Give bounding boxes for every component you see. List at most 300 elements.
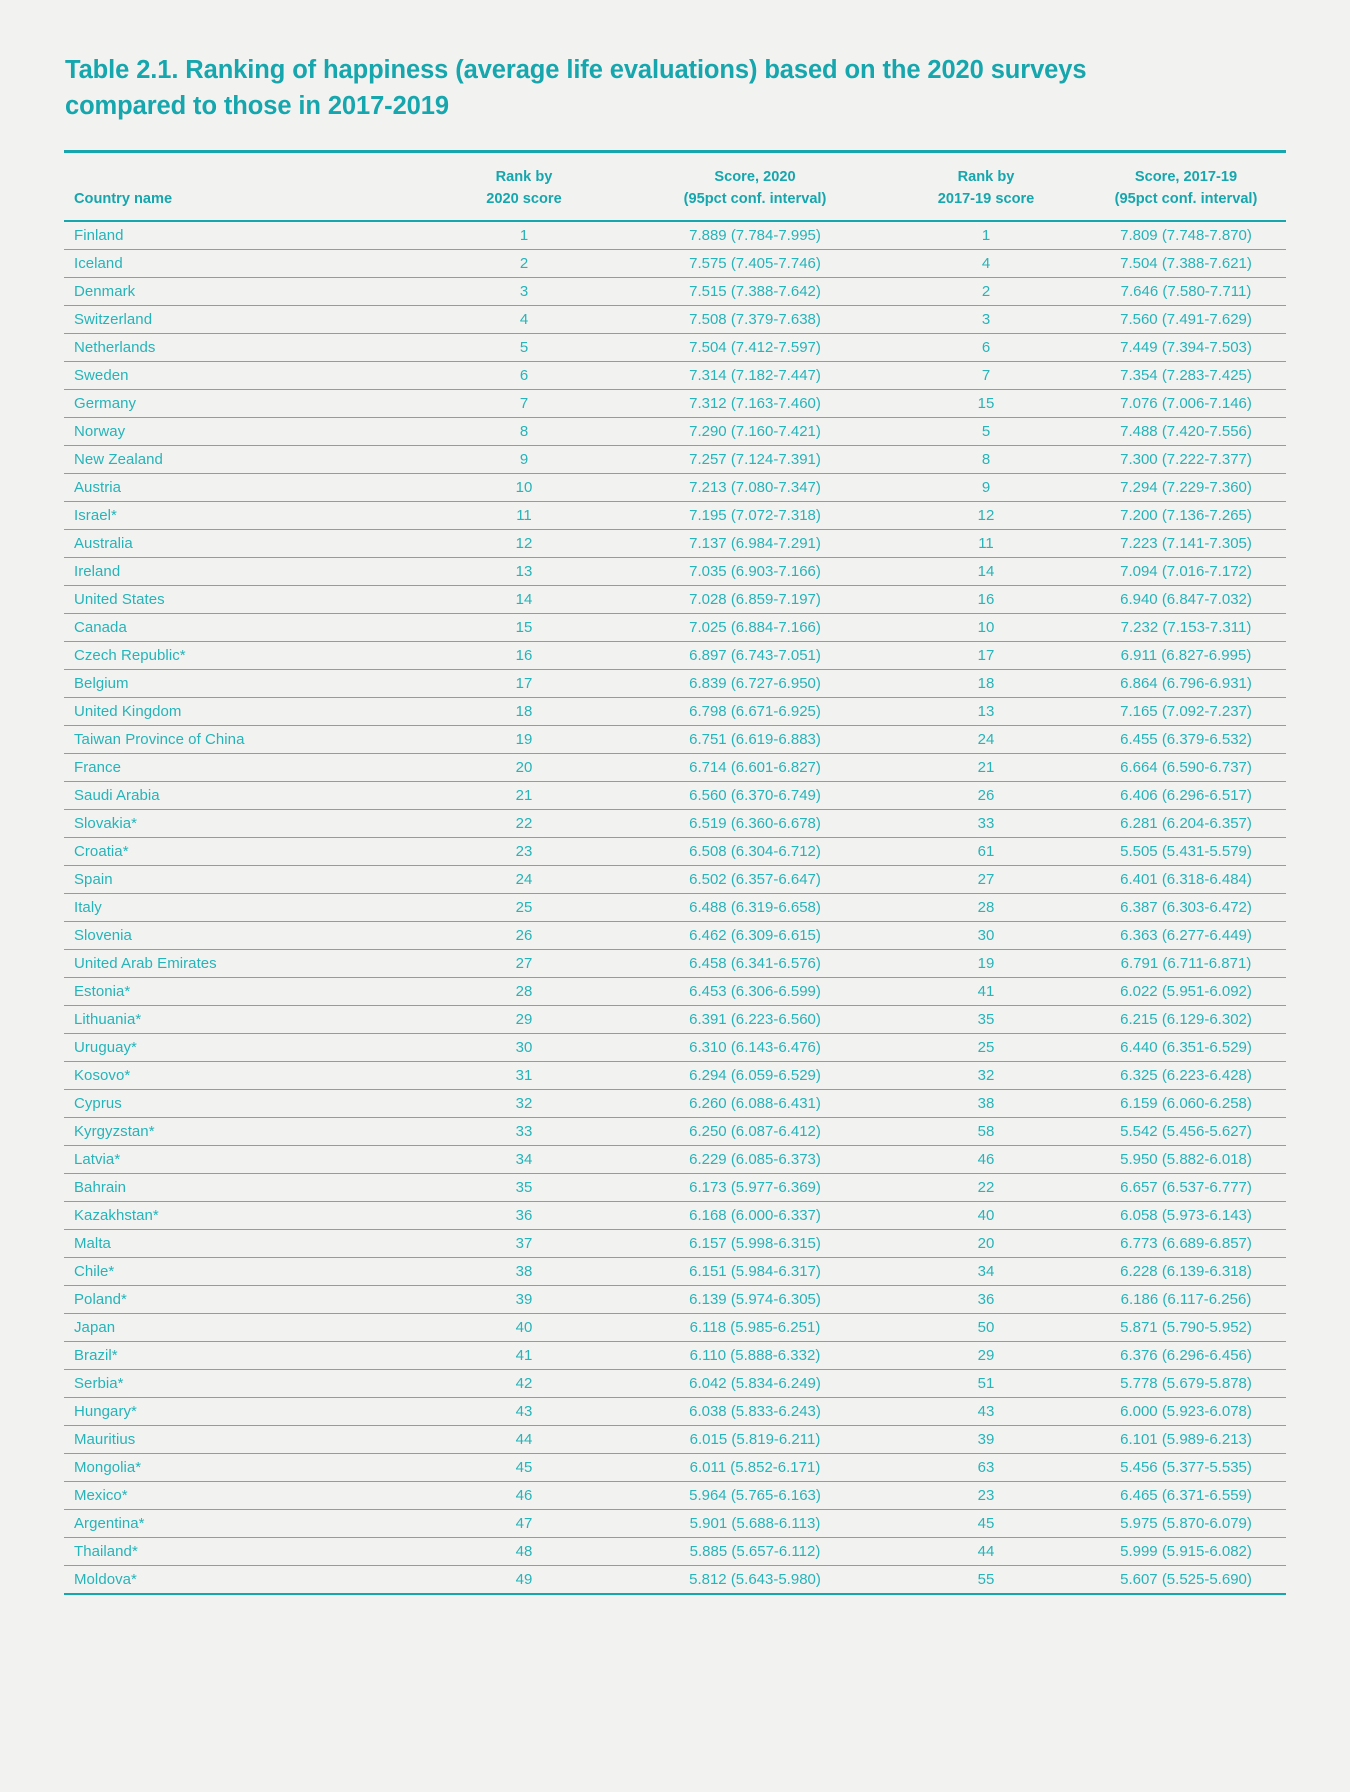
cell-score-2020: 7.575 (7.405-7.746) — [624, 249, 886, 277]
cell-score-2017-19: 6.465 (6.371-6.559) — [1086, 1481, 1286, 1509]
cell-score-2017-19: 6.058 (5.973-6.143) — [1086, 1201, 1286, 1229]
cell-rank-2017-19: 38 — [886, 1089, 1086, 1117]
cell-rank-2017-19: 10 — [886, 613, 1086, 641]
table-row — [64, 529, 1286, 557]
table-row — [64, 1397, 1286, 1425]
cell-country: Taiwan Province of China — [64, 725, 424, 753]
cell-score-2017-19: 5.975 (5.870-6.079) — [1086, 1509, 1286, 1537]
table-row — [64, 949, 1286, 977]
table-row — [64, 809, 1286, 837]
cell-score-2017-19: 7.232 (7.153-7.311) — [1086, 613, 1286, 641]
cell-score-2020: 6.157 (5.998-6.315) — [624, 1229, 886, 1257]
cell-score-2017-19: 6.864 (6.796-6.931) — [1086, 669, 1286, 697]
table-row — [64, 1117, 1286, 1145]
cell-rank-2020: 44 — [424, 1425, 624, 1453]
table-row — [64, 1481, 1286, 1509]
table-row — [64, 1173, 1286, 1201]
cell-score-2017-19: 6.387 (6.303-6.472) — [1086, 893, 1286, 921]
table-row — [64, 1341, 1286, 1369]
cell-rank-2020: 11 — [424, 501, 624, 529]
cell-country: France — [64, 753, 424, 781]
cell-rank-2017-19: 63 — [886, 1453, 1086, 1481]
cell-country: Slovakia* — [64, 809, 424, 837]
table-row — [64, 277, 1286, 305]
cell-score-2020: 6.391 (6.223-6.560) — [624, 1005, 886, 1033]
cell-rank-2020: 1 — [424, 221, 624, 250]
cell-score-2020: 7.137 (6.984-7.291) — [624, 529, 886, 557]
cell-rank-2020: 23 — [424, 837, 624, 865]
cell-score-2020: 6.038 (5.833-6.243) — [624, 1397, 886, 1425]
table-row — [64, 249, 1286, 277]
table-row — [64, 473, 1286, 501]
cell-rank-2017-19: 28 — [886, 893, 1086, 921]
table-row — [64, 1565, 1286, 1594]
cell-rank-2020: 16 — [424, 641, 624, 669]
cell-rank-2017-19: 41 — [886, 977, 1086, 1005]
cell-score-2017-19: 6.159 (6.060-6.258) — [1086, 1089, 1286, 1117]
table-row — [64, 1229, 1286, 1257]
cell-score-2020: 6.139 (5.974-6.305) — [624, 1285, 886, 1313]
table-row — [64, 333, 1286, 361]
cell-rank-2020: 19 — [424, 725, 624, 753]
cell-rank-2017-19: 55 — [886, 1565, 1086, 1594]
cell-rank-2020: 3 — [424, 277, 624, 305]
cell-score-2017-19: 5.505 (5.431-5.579) — [1086, 837, 1286, 865]
cell-rank-2020: 35 — [424, 1173, 624, 1201]
cell-rank-2020: 5 — [424, 333, 624, 361]
cell-score-2017-19: 5.456 (5.377-5.535) — [1086, 1453, 1286, 1481]
cell-country: Lithuania* — [64, 1005, 424, 1033]
cell-country: Moldova* — [64, 1565, 424, 1594]
cell-rank-2017-19: 32 — [886, 1061, 1086, 1089]
table-row — [64, 221, 1286, 250]
table-row — [64, 1425, 1286, 1453]
cell-score-2020: 6.011 (5.852-6.171) — [624, 1453, 886, 1481]
cell-score-2020: 6.508 (6.304-6.712) — [624, 837, 886, 865]
column-header-score-2017-19-line1: Score, 2017-19 — [1134, 169, 1238, 186]
cell-rank-2020: 33 — [424, 1117, 624, 1145]
cell-score-2020: 6.798 (6.671-6.925) — [624, 697, 886, 725]
cell-country: Argentina* — [64, 1509, 424, 1537]
cell-score-2017-19: 6.101 (5.989-6.213) — [1086, 1425, 1286, 1453]
cell-country: Norway — [64, 417, 424, 445]
cell-country: Serbia* — [64, 1369, 424, 1397]
cell-score-2017-19: 7.294 (7.229-7.360) — [1086, 473, 1286, 501]
cell-rank-2020: 30 — [424, 1033, 624, 1061]
cell-country: Spain — [64, 865, 424, 893]
cell-score-2017-19: 6.228 (6.139-6.318) — [1086, 1257, 1286, 1285]
cell-country: Bahrain — [64, 1173, 424, 1201]
cell-rank-2020: 24 — [424, 865, 624, 893]
cell-rank-2020: 6 — [424, 361, 624, 389]
cell-score-2020: 6.015 (5.819-6.211) — [624, 1425, 886, 1453]
cell-rank-2017-19: 17 — [886, 641, 1086, 669]
cell-rank-2020: 12 — [424, 529, 624, 557]
table-header-row — [64, 152, 1286, 221]
cell-rank-2017-19: 40 — [886, 1201, 1086, 1229]
cell-rank-2020: 9 — [424, 445, 624, 473]
cell-score-2017-19: 7.488 (7.420-7.556) — [1086, 417, 1286, 445]
cell-score-2017-19: 6.406 (6.296-6.517) — [1086, 781, 1286, 809]
table-row — [64, 837, 1286, 865]
cell-score-2017-19: 6.022 (5.951-6.092) — [1086, 977, 1286, 1005]
table-header — [64, 152, 1286, 221]
cell-rank-2020: 4 — [424, 305, 624, 333]
cell-score-2020: 6.458 (6.341-6.576) — [624, 949, 886, 977]
cell-rank-2017-19: 25 — [886, 1033, 1086, 1061]
cell-rank-2020: 28 — [424, 977, 624, 1005]
cell-country: Mexico* — [64, 1481, 424, 1509]
table-row — [64, 865, 1286, 893]
cell-rank-2020: 22 — [424, 809, 624, 837]
cell-rank-2020: 36 — [424, 1201, 624, 1229]
table-row — [64, 977, 1286, 1005]
cell-score-2020: 6.751 (6.619-6.883) — [624, 725, 886, 753]
cell-score-2017-19: 7.809 (7.748-7.870) — [1086, 221, 1286, 250]
cell-score-2020: 6.294 (6.059-6.529) — [624, 1061, 886, 1089]
cell-rank-2020: 46 — [424, 1481, 624, 1509]
cell-country: Iceland — [64, 249, 424, 277]
cell-score-2017-19: 5.542 (5.456-5.627) — [1086, 1117, 1286, 1145]
cell-country: Latvia* — [64, 1145, 424, 1173]
cell-rank-2017-19: 18 — [886, 669, 1086, 697]
cell-rank-2020: 8 — [424, 417, 624, 445]
table-row — [64, 669, 1286, 697]
cell-score-2020: 7.195 (7.072-7.318) — [624, 501, 886, 529]
cell-score-2017-19: 7.560 (7.491-7.629) — [1086, 305, 1286, 333]
cell-score-2020: 7.504 (7.412-7.597) — [624, 333, 886, 361]
table-row — [64, 1061, 1286, 1089]
table-row — [64, 1257, 1286, 1285]
column-header-rank-2017-19-line2: 2017-19 score — [937, 191, 1035, 207]
table-row — [64, 445, 1286, 473]
cell-score-2020: 6.310 (6.143-6.476) — [624, 1033, 886, 1061]
cell-rank-2017-19: 6 — [886, 333, 1086, 361]
cell-rank-2017-19: 1 — [886, 221, 1086, 250]
cell-score-2017-19: 5.999 (5.915-6.082) — [1086, 1537, 1286, 1565]
cell-score-2020: 6.488 (6.319-6.658) — [624, 893, 886, 921]
page-title: Table 2.1. Ranking of happiness (average life evaluations) based on the 2020 surveys compared to those in 2017-2019 — [65, 56, 1087, 121]
cell-score-2017-19: 6.376 (6.296-6.456) — [1086, 1341, 1286, 1369]
column-header-rank-2020-line2: 2020 score — [486, 191, 562, 207]
cell-country: Australia — [64, 529, 424, 557]
cell-country: Czech Republic* — [64, 641, 424, 669]
cell-score-2020: 6.462 (6.309-6.615) — [624, 921, 886, 949]
cell-score-2017-19: 7.449 (7.394-7.503) — [1086, 333, 1286, 361]
cell-score-2020: 6.118 (5.985-6.251) — [624, 1313, 886, 1341]
column-header-rank-2017-19 — [886, 152, 1086, 221]
cell-rank-2020: 42 — [424, 1369, 624, 1397]
cell-score-2017-19: 7.504 (7.388-7.621) — [1086, 249, 1286, 277]
happiness-ranking-table — [64, 150, 1286, 1594]
cell-country: Japan — [64, 1313, 424, 1341]
cell-score-2017-19: 6.186 (6.117-6.256) — [1086, 1285, 1286, 1313]
cell-score-2020: 5.964 (5.765-6.163) — [624, 1481, 886, 1509]
cell-rank-2017-19: 13 — [886, 697, 1086, 725]
cell-rank-2020: 45 — [424, 1453, 624, 1481]
table-row — [64, 1369, 1286, 1397]
cell-rank-2017-19: 61 — [886, 837, 1086, 865]
cell-score-2017-19: 6.657 (6.537-6.777) — [1086, 1173, 1286, 1201]
cell-rank-2020: 40 — [424, 1313, 624, 1341]
table-body — [64, 221, 1286, 1594]
cell-score-2020: 6.229 (6.085-6.373) — [624, 1145, 886, 1173]
cell-rank-2020: 14 — [424, 585, 624, 613]
cell-country: Kyrgyzstan* — [64, 1117, 424, 1145]
cell-score-2017-19: 6.940 (6.847-7.032) — [1086, 585, 1286, 613]
table-row — [64, 781, 1286, 809]
cell-score-2020: 5.812 (5.643-5.980) — [624, 1565, 886, 1594]
cell-score-2020: 7.213 (7.080-7.347) — [624, 473, 886, 501]
cell-rank-2017-19: 16 — [886, 585, 1086, 613]
cell-score-2017-19: 5.871 (5.790-5.952) — [1086, 1313, 1286, 1341]
cell-rank-2020: 34 — [424, 1145, 624, 1173]
table-row — [64, 1005, 1286, 1033]
table-row — [64, 697, 1286, 725]
cell-score-2020: 6.110 (5.888-6.332) — [624, 1341, 886, 1369]
cell-rank-2020: 43 — [424, 1397, 624, 1425]
cell-rank-2017-19: 26 — [886, 781, 1086, 809]
cell-score-2017-19: 7.165 (7.092-7.237) — [1086, 697, 1286, 725]
cell-score-2020: 6.839 (6.727-6.950) — [624, 669, 886, 697]
cell-rank-2017-19: 12 — [886, 501, 1086, 529]
table-row — [64, 1033, 1286, 1061]
cell-score-2017-19: 6.791 (6.711-6.871) — [1086, 949, 1286, 977]
cell-score-2017-19: 6.215 (6.129-6.302) — [1086, 1005, 1286, 1033]
cell-rank-2017-19: 58 — [886, 1117, 1086, 1145]
cell-score-2017-19: 7.094 (7.016-7.172) — [1086, 557, 1286, 585]
cell-score-2020: 7.314 (7.182-7.447) — [624, 361, 886, 389]
cell-score-2020: 7.889 (7.784-7.995) — [624, 221, 886, 250]
table-row — [64, 1089, 1286, 1117]
column-header-score-2020-line1: Score, 2020 — [714, 169, 796, 186]
cell-country: Croatia* — [64, 837, 424, 865]
cell-rank-2020: 21 — [424, 781, 624, 809]
cell-country: Hungary* — [64, 1397, 424, 1425]
table-row — [64, 1509, 1286, 1537]
cell-score-2020: 7.028 (6.859-7.197) — [624, 585, 886, 613]
table-row — [64, 1285, 1286, 1313]
table-row — [64, 641, 1286, 669]
cell-country: Poland* — [64, 1285, 424, 1313]
cell-score-2020: 7.312 (7.163-7.460) — [624, 389, 886, 417]
cell-rank-2017-19: 46 — [886, 1145, 1086, 1173]
cell-score-2020: 6.173 (5.977-6.369) — [624, 1173, 886, 1201]
cell-country: Kazakhstan* — [64, 1201, 424, 1229]
table-row — [64, 893, 1286, 921]
cell-rank-2020: 31 — [424, 1061, 624, 1089]
cell-country: Kosovo* — [64, 1061, 424, 1089]
table-row — [64, 1145, 1286, 1173]
cell-country: Canada — [64, 613, 424, 641]
cell-score-2020: 7.257 (7.124-7.391) — [624, 445, 886, 473]
table-row — [64, 501, 1286, 529]
table-row — [64, 1313, 1286, 1341]
column-header-score-2020 — [624, 152, 886, 221]
cell-score-2017-19: 6.440 (6.351-6.529) — [1086, 1033, 1286, 1061]
cell-rank-2017-19: 29 — [886, 1341, 1086, 1369]
cell-score-2017-19: 7.223 (7.141-7.305) — [1086, 529, 1286, 557]
cell-rank-2020: 38 — [424, 1257, 624, 1285]
cell-country: Mauritius — [64, 1425, 424, 1453]
cell-score-2020: 6.260 (6.088-6.431) — [624, 1089, 886, 1117]
cell-score-2020: 6.168 (6.000-6.337) — [624, 1201, 886, 1229]
cell-score-2020: 6.453 (6.306-6.599) — [624, 977, 886, 1005]
column-header-rank-2017-19-line1: Rank by — [957, 169, 1015, 186]
cell-score-2017-19: 6.325 (6.223-6.428) — [1086, 1061, 1286, 1089]
cell-rank-2017-19: 30 — [886, 921, 1086, 949]
cell-rank-2020: 49 — [424, 1565, 624, 1594]
table-row — [64, 1537, 1286, 1565]
cell-country: United Kingdom — [64, 697, 424, 725]
cell-country: Mongolia* — [64, 1453, 424, 1481]
cell-country: Sweden — [64, 361, 424, 389]
cell-rank-2017-19: 11 — [886, 529, 1086, 557]
table-row — [64, 585, 1286, 613]
cell-rank-2020: 29 — [424, 1005, 624, 1033]
cell-rank-2017-19: 50 — [886, 1313, 1086, 1341]
cell-rank-2017-19: 35 — [886, 1005, 1086, 1033]
cell-country: Slovenia — [64, 921, 424, 949]
cell-score-2017-19: 7.300 (7.222-7.377) — [1086, 445, 1286, 473]
column-header-score-2017-19 — [1086, 152, 1286, 221]
cell-score-2020: 7.035 (6.903-7.166) — [624, 557, 886, 585]
cell-country: Germany — [64, 389, 424, 417]
cell-rank-2020: 27 — [424, 949, 624, 977]
cell-country: Israel* — [64, 501, 424, 529]
cell-rank-2017-19: 14 — [886, 557, 1086, 585]
cell-country: United States — [64, 585, 424, 613]
cell-rank-2017-19: 39 — [886, 1425, 1086, 1453]
cell-score-2020: 5.885 (5.657-6.112) — [624, 1537, 886, 1565]
cell-score-2017-19: 5.778 (5.679-5.878) — [1086, 1369, 1286, 1397]
cell-country: Cyprus — [64, 1089, 424, 1117]
table-row — [64, 725, 1286, 753]
cell-rank-2017-19: 9 — [886, 473, 1086, 501]
column-header-score-2020-line2: (95pct conf. interval) — [683, 191, 827, 207]
cell-rank-2017-19: 8 — [886, 445, 1086, 473]
cell-score-2020: 6.042 (5.834-6.249) — [624, 1369, 886, 1397]
cell-rank-2020: 32 — [424, 1089, 624, 1117]
cell-score-2017-19: 7.076 (7.006-7.146) — [1086, 389, 1286, 417]
cell-rank-2017-19: 27 — [886, 865, 1086, 893]
cell-rank-2020: 41 — [424, 1341, 624, 1369]
cell-rank-2017-19: 36 — [886, 1285, 1086, 1313]
cell-rank-2017-19: 7 — [886, 361, 1086, 389]
cell-score-2017-19: 7.200 (7.136-7.265) — [1086, 501, 1286, 529]
table-row — [64, 613, 1286, 641]
cell-rank-2017-19: 5 — [886, 417, 1086, 445]
cell-score-2020: 7.290 (7.160-7.421) — [624, 417, 886, 445]
column-header-score-2017-19-line2: (95pct conf. interval) — [1114, 191, 1258, 207]
cell-rank-2017-19: 45 — [886, 1509, 1086, 1537]
cell-rank-2020: 18 — [424, 697, 624, 725]
cell-country: Ireland — [64, 557, 424, 585]
cell-country: Thailand* — [64, 1537, 424, 1565]
cell-country: Uruguay* — [64, 1033, 424, 1061]
table-row — [64, 1201, 1286, 1229]
cell-rank-2020: 13 — [424, 557, 624, 585]
cell-score-2017-19: 5.950 (5.882-6.018) — [1086, 1145, 1286, 1173]
cell-country: Switzerland — [64, 305, 424, 333]
cell-score-2017-19: 6.911 (6.827-6.995) — [1086, 641, 1286, 669]
cell-rank-2017-19: 2 — [886, 277, 1086, 305]
cell-rank-2017-19: 51 — [886, 1369, 1086, 1397]
cell-country: Austria — [64, 473, 424, 501]
cell-rank-2020: 17 — [424, 669, 624, 697]
cell-score-2020: 6.519 (6.360-6.678) — [624, 809, 886, 837]
cell-score-2020: 5.901 (5.688-6.113) — [624, 1509, 886, 1537]
cell-score-2017-19: 7.646 (7.580-7.711) — [1086, 277, 1286, 305]
table-row — [64, 305, 1286, 333]
cell-rank-2017-19: 34 — [886, 1257, 1086, 1285]
cell-score-2017-19: 6.363 (6.277-6.449) — [1086, 921, 1286, 949]
cell-score-2017-19: 6.000 (5.923-6.078) — [1086, 1397, 1286, 1425]
cell-rank-2017-19: 21 — [886, 753, 1086, 781]
cell-score-2017-19: 6.773 (6.689-6.857) — [1086, 1229, 1286, 1257]
cell-score-2017-19: 6.455 (6.379-6.532) — [1086, 725, 1286, 753]
cell-rank-2017-19: 3 — [886, 305, 1086, 333]
cell-country: Finland — [64, 221, 424, 250]
cell-rank-2020: 7 — [424, 389, 624, 417]
cell-score-2017-19: 6.664 (6.590-6.737) — [1086, 753, 1286, 781]
table-row — [64, 557, 1286, 585]
column-header-country-label: Country name — [74, 191, 173, 207]
cell-country: New Zealand — [64, 445, 424, 473]
cell-country: Malta — [64, 1229, 424, 1257]
cell-country: Estonia* — [64, 977, 424, 1005]
column-header-rank-2020 — [424, 152, 624, 221]
cell-rank-2017-19: 19 — [886, 949, 1086, 977]
cell-rank-2020: 39 — [424, 1285, 624, 1313]
cell-score-2020: 7.515 (7.388-7.642) — [624, 277, 886, 305]
table-row — [64, 417, 1286, 445]
cell-rank-2020: 37 — [424, 1229, 624, 1257]
table-row — [64, 389, 1286, 417]
cell-rank-2020: 10 — [424, 473, 624, 501]
column-header-rank-2020-line1: Rank by — [495, 169, 553, 186]
cell-rank-2017-19: 22 — [886, 1173, 1086, 1201]
cell-score-2020: 6.897 (6.743-7.051) — [624, 641, 886, 669]
cell-country: Saudi Arabia — [64, 781, 424, 809]
cell-rank-2020: 20 — [424, 753, 624, 781]
cell-country: Denmark — [64, 277, 424, 305]
table-row — [64, 753, 1286, 781]
cell-score-2020: 6.250 (6.087-6.412) — [624, 1117, 886, 1145]
table-row — [64, 1453, 1286, 1481]
cell-rank-2017-19: 23 — [886, 1481, 1086, 1509]
cell-score-2017-19: 6.281 (6.204-6.357) — [1086, 809, 1286, 837]
cell-score-2020: 6.560 (6.370-6.749) — [624, 781, 886, 809]
cell-score-2020: 7.508 (7.379-7.638) — [624, 305, 886, 333]
cell-country: Netherlands — [64, 333, 424, 361]
cell-score-2020: 6.151 (5.984-6.317) — [624, 1257, 886, 1285]
column-header-country — [64, 152, 424, 221]
cell-rank-2020: 26 — [424, 921, 624, 949]
cell-rank-2017-19: 24 — [886, 725, 1086, 753]
cell-rank-2017-19: 15 — [886, 389, 1086, 417]
table-row — [64, 921, 1286, 949]
cell-country: United Arab Emirates — [64, 949, 424, 977]
cell-country: Belgium — [64, 669, 424, 697]
table-row — [64, 361, 1286, 389]
cell-score-2017-19: 7.354 (7.283-7.425) — [1086, 361, 1286, 389]
cell-rank-2020: 15 — [424, 613, 624, 641]
cell-rank-2020: 47 — [424, 1509, 624, 1537]
cell-score-2020: 6.502 (6.357-6.647) — [624, 865, 886, 893]
cell-rank-2017-19: 4 — [886, 249, 1086, 277]
cell-rank-2020: 2 — [424, 249, 624, 277]
